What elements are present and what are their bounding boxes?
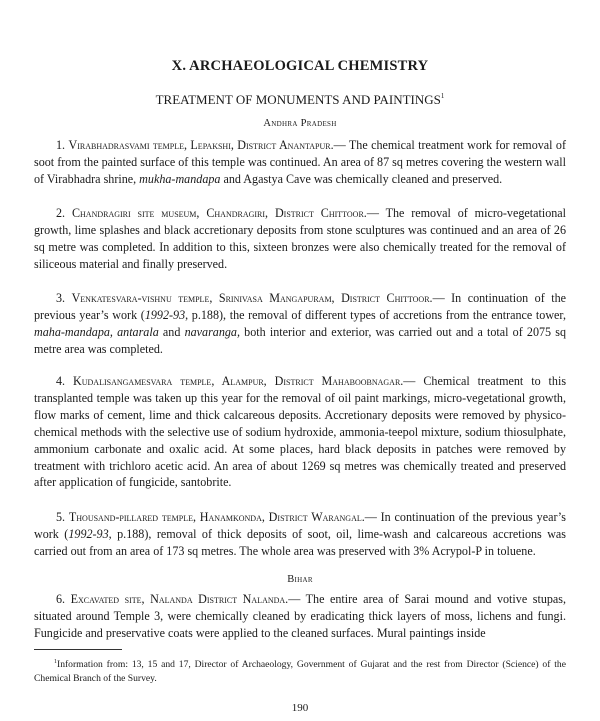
paragraph-italic-run: maha-mandapa, antarala <box>34 324 159 339</box>
chapter-title: X. ARCHAEOLOGICAL CHEMISTRY <box>171 58 429 74</box>
paragraph-heading: Chandragiri site museum, Chandragiri, District Chittoor.— <box>71 206 379 220</box>
region-heading-bihar: Bihar <box>287 574 313 585</box>
section-title-footnote-ref: 1 <box>440 92 445 100</box>
footnote-text: Information from: 13, 15 and 17, Director of Archaeology, Government of Gujarat and the rest from Director (Science) of the Chemical Branch of the Survey. <box>34 659 566 684</box>
paragraph-text-run: The removal of micro-vegetational growth, lime splashes and black accretionary deposits from stone sculptures was continued and an area of 26 sq metre was completed. In addition to this, sixteen bronzes were also chemically treated for the removal of siliceous material and finally preserved. <box>34 206 567 271</box>
paragraph-italic-run: 1992-93 <box>68 526 109 541</box>
paragraph-number: 4. <box>56 374 74 388</box>
footnote-marker: 1 <box>54 659 57 665</box>
paragraph-heading: Kudalisangamesvara temple, Alampur, District Mahaboobnagar.— <box>73 374 416 388</box>
paragraph-text-run: and <box>158 324 185 339</box>
footnote <box>34 655 566 686</box>
paragraph-text-run: and Agastya Cave was chemically cleaned and preserved. <box>220 171 503 186</box>
paragraph-4 <box>34 373 566 491</box>
paragraph-heading: Venkatesvara-vishnu temple, Srinivasa Mangapuram, District Chittoor.— <box>71 291 445 305</box>
paragraph-number: 2. <box>56 206 72 220</box>
section-title-text: TREATMENT OF MONUMENTS AND PAINTINGS <box>155 92 441 107</box>
paragraph-3 <box>34 290 566 358</box>
footnote-divider <box>34 649 122 650</box>
paragraph-text-run: In continuation of the previous year’s work ( <box>34 291 566 322</box>
paragraph-text-run: , p.188), the removal of different types of accretions from the entrance tower, <box>185 307 566 322</box>
paragraph-italic-run: mukha-mandapa <box>139 171 221 186</box>
paragraph-6 <box>34 591 566 642</box>
region-heading-andhra-pradesh: Andhra Pradesh <box>263 118 337 129</box>
paragraph-text-run: In continuation of the previous year’s work ( <box>34 510 566 541</box>
paragraph-heading: Virabhadrasvami temple, Lepakshi, District Anantapur.— <box>68 138 346 152</box>
paragraph-italic-run: navaranga, <box>184 324 240 339</box>
paragraph-text-run: , p.188), removal of thick deposits of soot, oil, lime-wash and calcareous accretions was carried out from an area of 173 sq metres. The whole area was preserved with 3% Acrypol-P in toluene. <box>34 526 567 558</box>
paragraph-number: 5. <box>56 510 69 524</box>
page-number: 190 <box>291 702 309 714</box>
paragraph-text-run: both interior and exterior, was carried out and a total of 2075 sq metre area was completed. <box>34 324 566 356</box>
paragraph-text-run: The entire area of Sarai mound and votive stupas, situated around Temple 3, were chemically cleaned by eradicating thick layers of moss, lichens and fungi. Fungicide and preservative coats were applied to the cleaned surfaces. Mural paintings inside <box>34 592 567 640</box>
paragraph-5 <box>34 509 566 560</box>
paragraph-number: 1. <box>56 138 69 152</box>
paragraph-heading: Excavated site, Nalanda District Nalanda.— <box>70 592 301 606</box>
paragraph-2 <box>34 205 566 273</box>
paragraph-number: 3. <box>56 291 72 305</box>
paragraph-1 <box>34 137 566 188</box>
paragraph-text-run: The chemical treatment work for removal of soot from the painted surface of this temple was continued. An area of 87 sq metres covering the western wall of Virabhadra shrine, <box>34 138 566 186</box>
paragraph-number: 6. <box>56 592 71 606</box>
paragraph-text-run: Chemical treatment to this transplanted temple was taken up this year for the removal of oil paint markings, micro-vegetational growth, flow marks of cement, lime and thick calcareous deposits. Accretionary deposits were removed by physico-chemical methods with the selective use of sodium hydroxide, ammonia-teepol mixture, sodium thiosulphate, ammonium carbonate and oxalic acid. At some places, hard black deposits in patches were removed by treatment with trichloro acetic acid. An area of about 1269 sq metres was chemically treated and preserved after application of fungicide, santobrite. <box>34 374 567 490</box>
paragraph-heading: Thousand-pillared temple, Hanamkonda, District Warangal.— <box>68 510 377 524</box>
paragraph-italic-run: 1992-93 <box>144 307 186 322</box>
section-title <box>0 92 600 108</box>
